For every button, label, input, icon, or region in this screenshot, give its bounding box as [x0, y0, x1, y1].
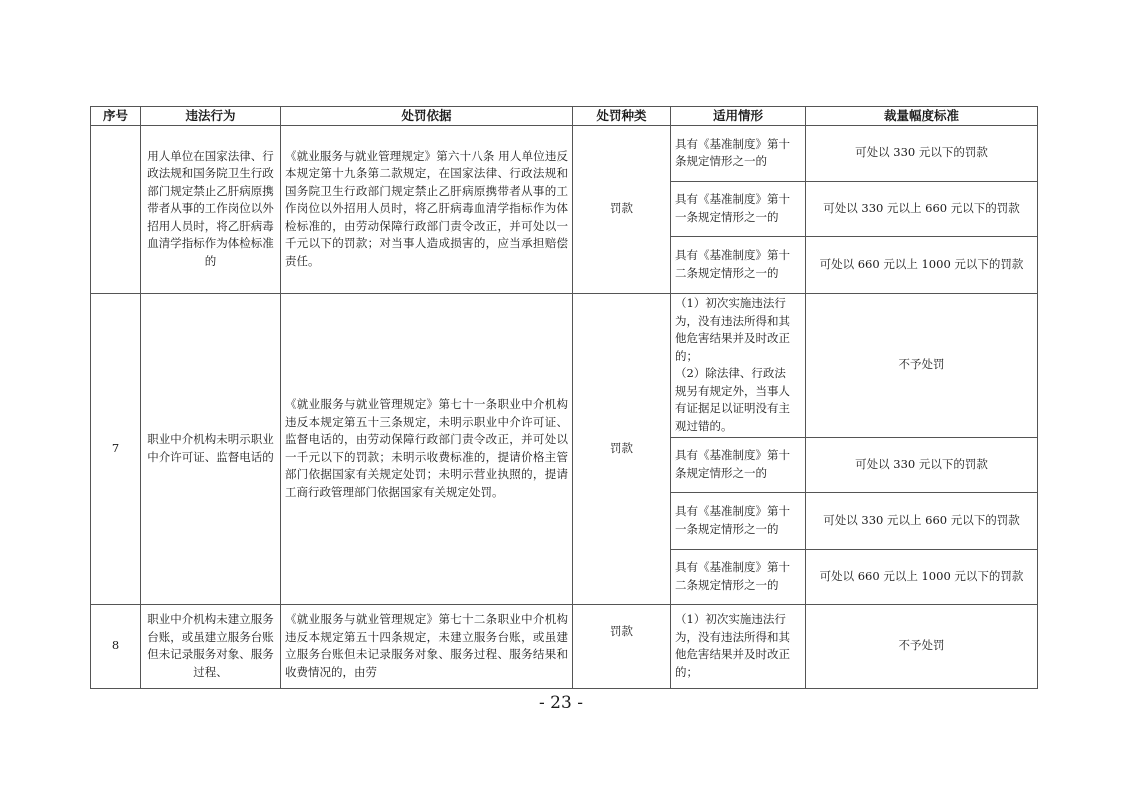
table-row — [91, 125, 1038, 181]
row-standard: 可处以 660 元以上 1000 元以下的罚款 — [806, 236, 1038, 293]
row-seq: 8 — [91, 604, 141, 688]
row-condition: 具有《基准制度》第十条规定情形之一的 — [671, 437, 806, 492]
row-basis: 《就业服务与就业管理规定》第七十二条职业中介机构违反本规定第五十四条规定，未建立服务台账，或虽建立服务台账但未记录服务对象、服务过程、服务结果和收费情况的，由劳 — [281, 604, 573, 688]
row-penalty-type: 罚款 — [573, 293, 671, 604]
table-header-row — [91, 107, 1038, 126]
row-standard: 可处以 660 元以上 1000 元以下的罚款 — [806, 549, 1038, 604]
header-condition: 适用情形 — [671, 107, 806, 126]
row-condition: 具有《基准制度》第十条规定情形之一的 — [671, 125, 806, 181]
penalty-discretion-table — [90, 106, 1038, 689]
header-basis: 处罚依据 — [281, 107, 573, 126]
row-condition: 具有《基准制度》第十一条规定情形之一的 — [671, 181, 806, 236]
row-standard: 不予处罚 — [806, 293, 1038, 437]
row-penalty-type: 罚款 — [573, 125, 671, 293]
row-condition: 具有《基准制度》第十二条规定情形之一的 — [671, 549, 806, 604]
row-standard: 可处以 330 元以下的罚款 — [806, 125, 1038, 181]
row-standard: 可处以 330 元以上 660 元以下的罚款 — [806, 181, 1038, 236]
table-row — [91, 293, 1038, 437]
row-penalty-type: 罚款 — [573, 604, 671, 688]
header-seq: 序号 — [91, 107, 141, 126]
row-seq: 7 — [91, 293, 141, 604]
header-penalty-type: 处罚种类 — [573, 107, 671, 126]
row-violation: 用人单位在国家法律、行政法规和国务院卫生行政部门规定禁止乙肝病原携带者从事的工作岗位以外招用人员时，将乙肝病毒血清学指标作为体检标准的 — [141, 125, 281, 293]
header-violation: 违法行为 — [141, 107, 281, 126]
row-violation: 职业中介机构未建立服务台账，或虽建立服务台账但未记录服务对象、服务过程、 — [141, 604, 281, 688]
row-standard: 可处以 330 元以下的罚款 — [806, 437, 1038, 492]
row-basis: 《就业服务与就业管理规定》第六十八条 用人单位违反本规定第十九条第二款规定，在国家法律、行政法规和国务院卫生行政部门规定禁止乙肝病原携带者从事的工作岗位以外招用人员时，将乙肝病毒血清学指标作为体检标准的，由劳动保障行政部门责令改正，并可处以一千元以下的罚款；对当事人造成损害的，应当承担赔偿责任。 — [281, 125, 573, 293]
row-condition: （1）初次实施违法行为，没有违法所得和其他危害结果并及时改正的； — [671, 604, 806, 688]
row-violation: 职业中介机构未明示职业中介许可证、监督电话的 — [141, 293, 281, 604]
row-condition: 具有《基准制度》第十二条规定情形之一的 — [671, 236, 806, 293]
page-number: - 23 - — [539, 693, 583, 713]
row-standard: 不予处罚 — [806, 604, 1038, 688]
row-standard: 可处以 330 元以上 660 元以下的罚款 — [806, 492, 1038, 549]
header-standard: 裁量幅度标准 — [806, 107, 1038, 126]
row-basis: 《就业服务与就业管理规定》第七十一条职业中介机构违反本规定第五十三条规定，未明示职业中介许可证、监督电话的，由劳动保障行政部门责令改正，并可处以一千元以下的罚款；未明示收费标准的，提请价格主管部门依据国家有关规定处罚；未明示营业执照的，提请工商行政管理部门依据国家有关规定处罚。 — [281, 293, 573, 604]
row-condition: （1）初次实施违法行为，没有违法所得和其他危害结果并及时改正的； （2）除法律、行政法规另有规定外，当事人有证据足以证明没有主观过错的。 — [671, 293, 806, 437]
row-condition: 具有《基准制度》第十一条规定情形之一的 — [671, 492, 806, 549]
row-seq — [91, 125, 141, 293]
table-row — [91, 604, 1038, 688]
